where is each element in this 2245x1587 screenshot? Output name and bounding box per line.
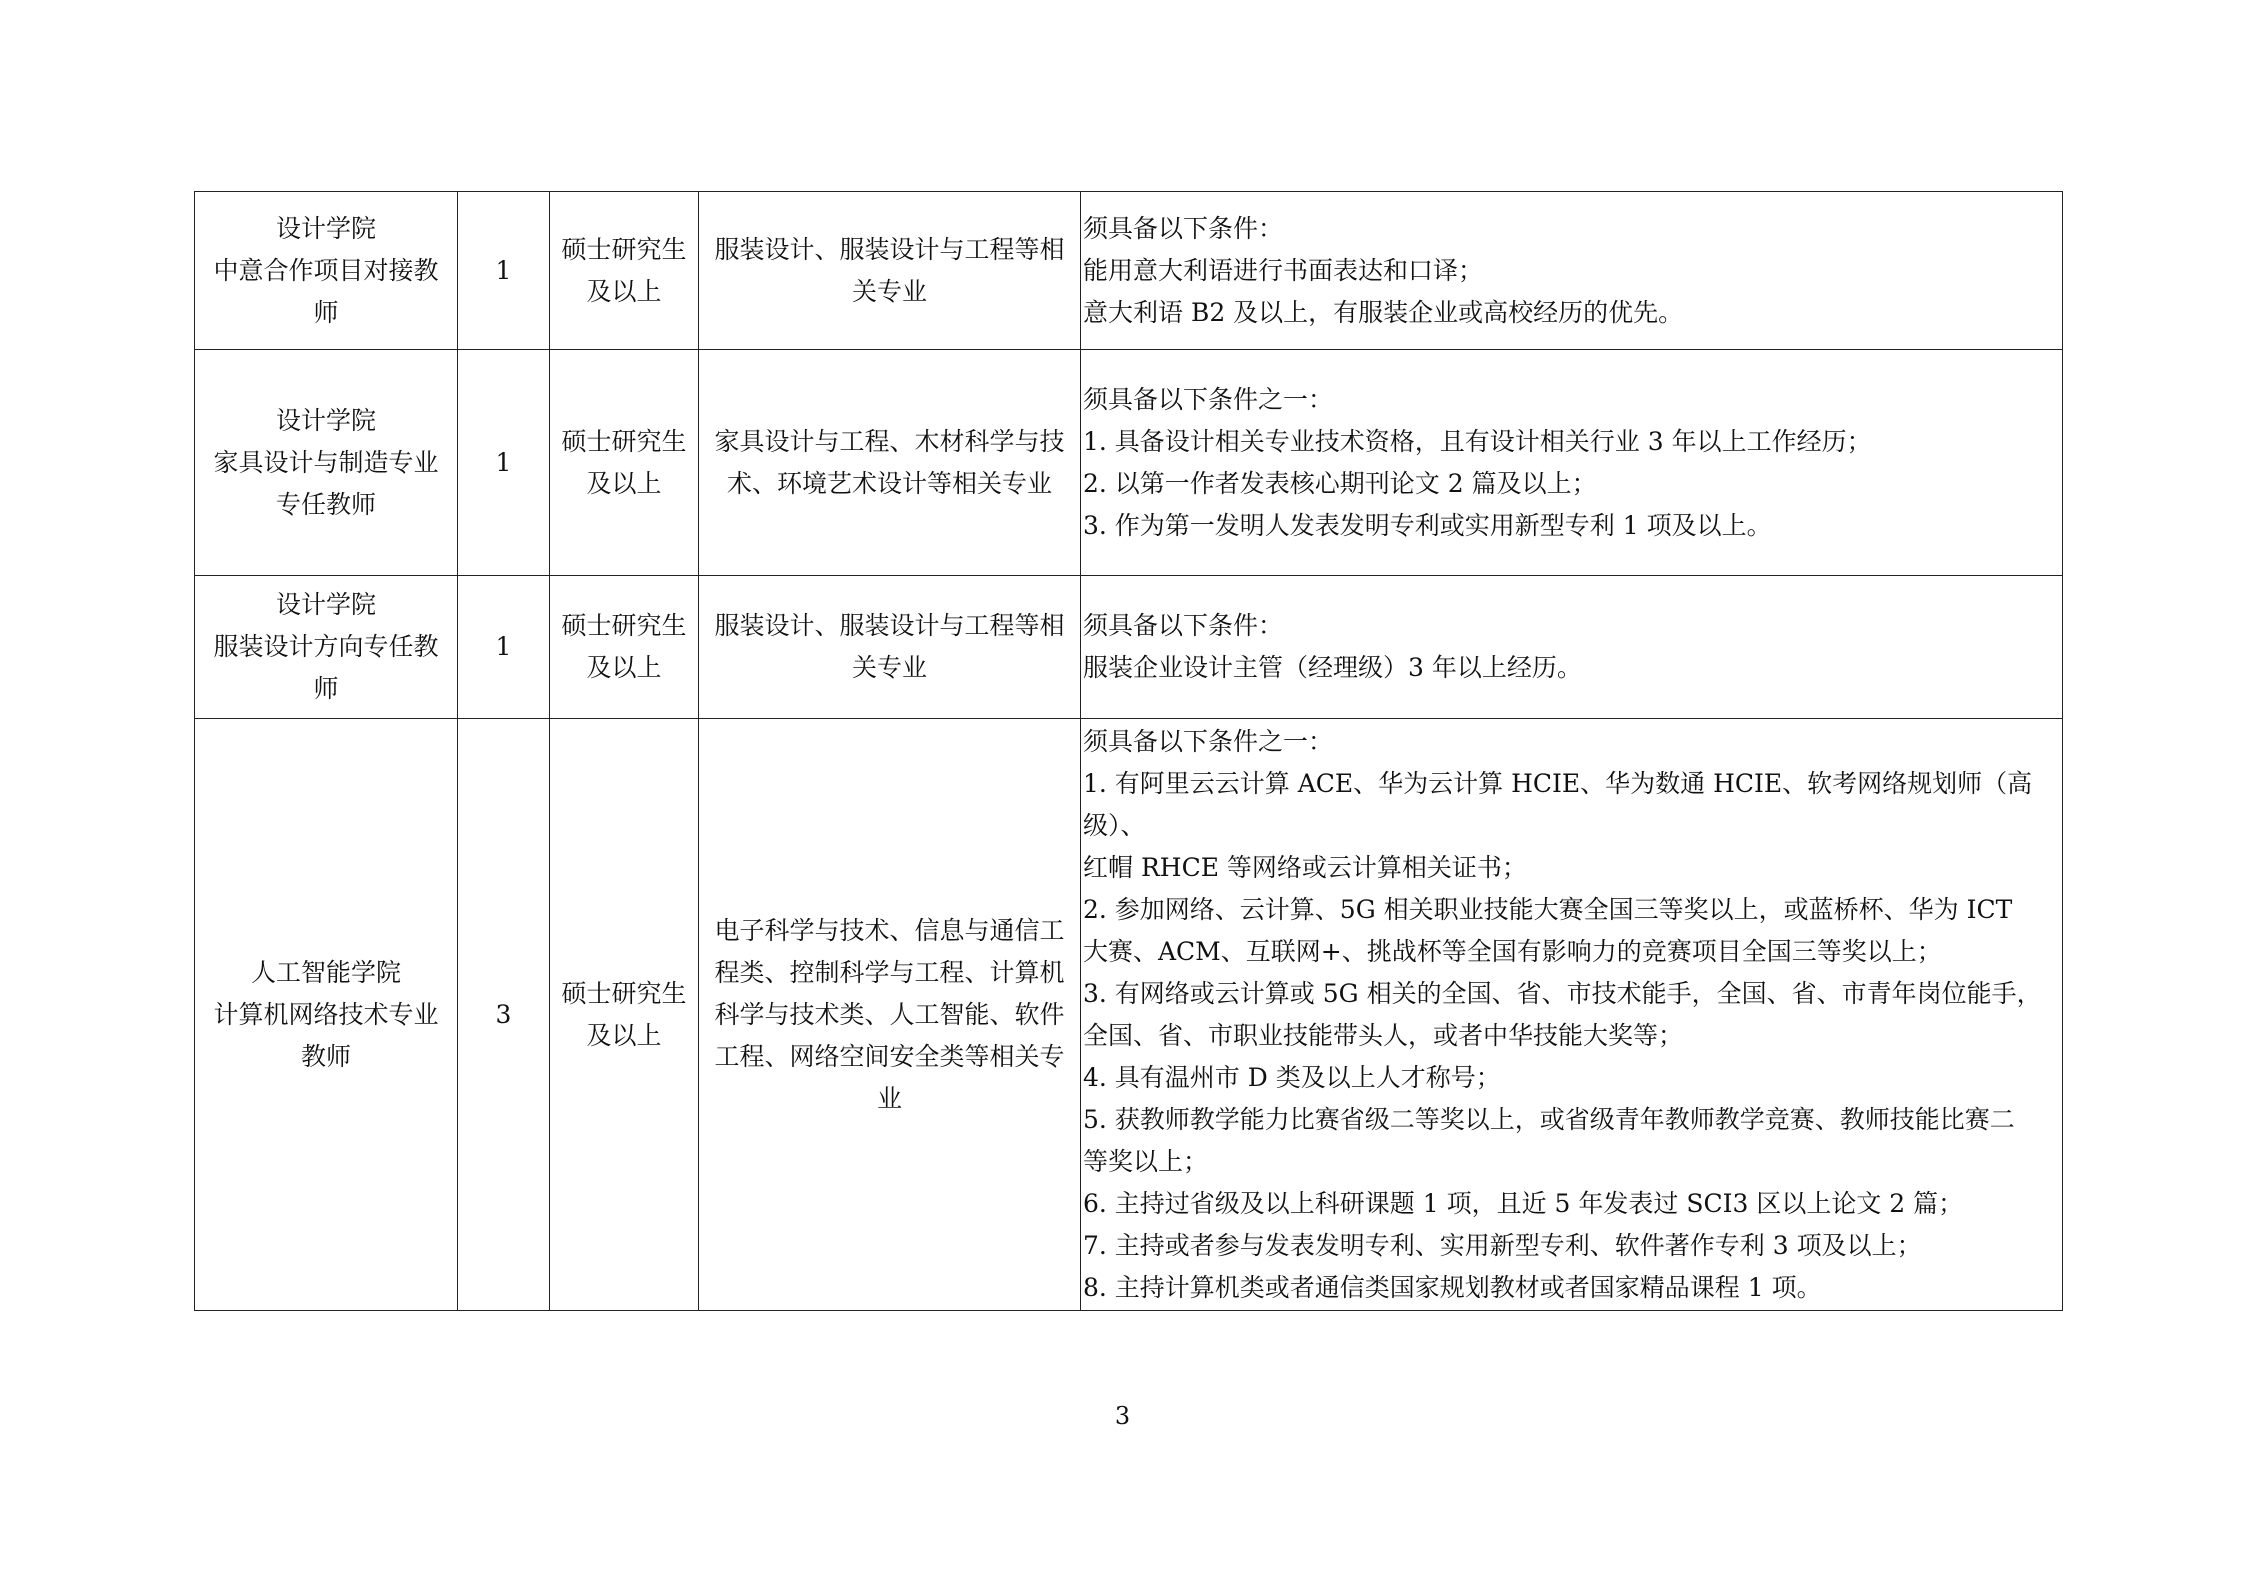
major-cell [699,192,1081,350]
requirements-cell-line: 3. 作为第一发明人发表发明专利或实用新型专利 1 项及以上。 [1083,510,1772,540]
position-name-cell-line: 家具设计与制造专业 [213,447,439,477]
position-name-cell-line: 计算机网络技术专业 [213,999,439,1029]
table-row [195,350,2063,576]
education-cell-line: 硕士研究生 [561,426,687,456]
major-cell-line: 关专业 [851,653,927,682]
requirements-cell-line: 2. 参加网络、云计算、5G 相关职业技能大赛全国三等奖以上，或蓝桥杯、华为 ICT [1083,894,2013,924]
requirements-cell-line: 5. 获教师教学能力比赛省级二等奖以上，或省级青年教师教学竞赛、教师技能比赛二 [1083,1104,2015,1134]
table-row [195,576,2063,719]
position-name-cell-line: 人工智能学院 [250,957,401,987]
page-number: 3 [1114,1402,1131,1430]
major-cell-line: 服装设计、服装设计与工程等相 [714,234,1065,264]
major-cell-line: 关专业 [851,276,927,306]
table-row [195,719,2063,1311]
requirements-cell-line: 3. 有网络或云计算或 5G 相关的全国、省、市技术能手，全国、省、市青年岗位能手， [1083,978,2042,1008]
headcount-cell: 3 [458,719,550,1311]
requirements-cell-line: 全国、省、市职业技能带头人，或者中华技能大奖等； [1083,1020,1684,1050]
major-cell-line: 服装设计、服装设计与工程等相 [714,611,1065,640]
requirements-cell-line: 大赛、ACM、互联网+、挑战杯等全国有影响力的竞赛项目全国三等奖以上； [1083,936,1942,966]
education-cell-line: 硕士研究生 [561,234,687,264]
major-cell-line: 术、环境艺术设计等相关专业 [726,468,1052,498]
requirements-cell-line: 须具备以下条件之一： [1083,726,1334,756]
major-cell [699,576,1081,719]
requirements-cell-line: 能用意大利语进行书面表达和口译； [1083,255,1484,285]
education-cell-line: 及以上 [586,276,662,306]
requirements-cell-line: 2. 以第一作者发表核心期刊论文 2 篇及以上； [1083,468,1597,498]
education-cell [550,576,699,719]
requirements-cell-line: 4. 具有温州市 D 类及以上人才称号； [1083,1062,1501,1092]
requirements-cell-line: 8. 主持计算机类或者通信类国家规划教材或者国家精品课程 1 项。 [1083,1272,1822,1302]
position-name-cell [195,719,458,1311]
major-cell-line: 程类、控制科学与工程、计算机 [714,957,1065,987]
education-cell-line: 及以上 [586,468,662,498]
major-cell [699,350,1081,576]
requirements-cell [1081,192,2063,350]
major-cell [699,719,1081,1311]
position-name-cell-line: 设计学院 [275,405,376,435]
requirements-cell-line: 须具备以下条件之一： [1083,384,1334,414]
requirements-cell-line: 须具备以下条件： [1083,213,1284,243]
position-name-cell [195,350,458,576]
recruitment-table [194,191,2063,1311]
education-cell-line: 硕士研究生 [561,978,687,1008]
major-cell-line: 科学与技术类、人工智能、软件 [714,999,1065,1029]
requirements-cell-line: 意大利语 B2 及以上，有服装企业或高校经历的优先。 [1083,297,1684,327]
education-cell [550,719,699,1311]
position-name-cell [195,576,458,719]
education-cell [550,192,699,350]
position-name-cell-line: 设计学院 [275,590,376,619]
requirements-cell-line: 须具备以下条件： [1083,611,1284,640]
requirements-cell-line: 红帽 RHCE 等网络或云计算相关证书； [1083,852,1527,882]
requirements-cell [1081,576,2063,719]
position-name-cell-line: 师 [313,297,339,327]
requirements-cell [1081,350,2063,576]
major-cell-line: 工程、网络空间安全类等相关专 [714,1041,1065,1071]
position-name-cell-line: 师 [313,674,339,703]
major-cell-line: 业 [876,1083,902,1113]
requirements-cell-line: 6. 主持过省级及以上科研课题 1 项，且近 5 年发表过 SCI3 区以上论文 2 篇； [1083,1188,1964,1218]
education-cell-line: 及以上 [586,1020,662,1050]
position-name-cell [195,192,458,350]
position-name-cell-line: 中意合作项目对接教 [213,255,439,285]
requirements-cell-line: 1. 有阿里云云计算 ACE、华为云计算 HCIE、华为数通 HCIE、软考网络规划师（高级）、 [1083,768,2033,840]
requirements-cell-line: 等奖以上； [1083,1146,1209,1176]
headcount-cell: 1 [458,350,550,576]
requirements-cell-line: 1. 具备设计相关专业技术资格，且有设计相关行业 3 年以上工作经历； [1083,426,1872,456]
major-cell-line: 家具设计与工程、木材科学与技 [714,426,1065,456]
requirements-cell-line: 服装企业设计主管（经理级）3 年以上经历。 [1083,653,1582,682]
position-name-cell-line: 专任教师 [275,489,376,519]
major-cell-line: 电子科学与技术、信息与通信工 [714,915,1065,945]
headcount-cell: 1 [458,576,550,719]
position-name-cell-line: 设计学院 [275,213,376,243]
requirements-cell-line: 7. 主持或者参与发表发明专利、实用新型专利、软件著作专利 3 项及以上； [1083,1230,1922,1260]
education-cell [550,350,699,576]
position-name-cell-line: 教师 [300,1041,351,1071]
table-row [195,192,2063,350]
requirements-cell [1081,719,2063,1311]
education-cell-line: 及以上 [586,653,662,682]
headcount-cell: 1 [458,192,550,350]
education-cell-line: 硕士研究生 [561,611,687,640]
position-name-cell-line: 服装设计方向专任教 [213,632,439,661]
